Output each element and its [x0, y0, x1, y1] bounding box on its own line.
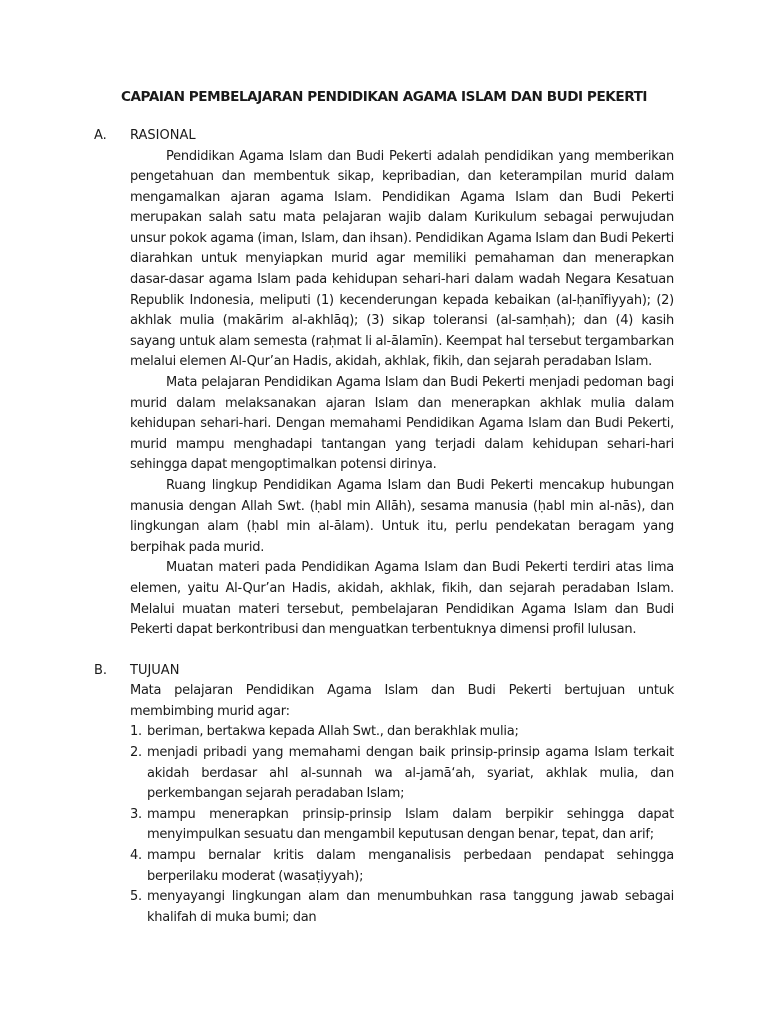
- document-title: CAPAIAN PEMBELAJARAN PENDIDIKAN AGAMA ISLAM DAN BUDI PEKERTI: [120, 89, 648, 105]
- list-item: [130, 887, 674, 928]
- list-number: 5.: [130, 889, 142, 905]
- list-number: 3.: [130, 806, 142, 822]
- list-item-text: menjadi pribadi yang memahami dengan baik prinsip-prinsip agama Islam terkait akidah berdasar ahl al-sunnah wa al-jamā‘ah, syariat, akhlak mulia, dan perkembangan sejarah peradaban Islam;: [147, 745, 674, 802]
- section-letter: B.: [94, 662, 108, 678]
- list-item-text: menyayangi lingkungan alam dan menumbuhkan rasa tanggung jawab sebagai khalifah di muka bumi; dan: [147, 889, 674, 925]
- paragraph: Ruang lingkup Pendidikan Agama Islam dan Budi Pekerti mencakup hubungan manusia dengan Allah Swt. (ḥabl min Allāh), sesama manusia (ḥabl min al-nās), dan lingkungan alam (ḥabl min al-ālam). Untuk itu, perlu pendekatan beragam yang berpihak pada murid.: [130, 478, 674, 555]
- section-body: [130, 681, 674, 928]
- paragraph: Pendidikan Agama Islam dan Budi Pekerti adalah pendidikan yang memberikan pengetahuan dan membentuk sikap, kepribadian, dan keterampilan murid dalam mengamalkan ajaran agama Islam. Pendidikan Agama Islam dan Budi Pekerti merupakan salah satu mata pelajaran wajib dalam Kurikulum sebagai perwujudan unsur pokok agama (iman, Islam, dan ihsan). Pendidikan Agama Islam dan Budi Pekerti diarahkan untuk menyiapkan murid agar memiliki pemahaman dan menerapkan dasar-dasar agama Islam pada kehidupan sehari-hari dalam wadah Negara Kesatuan Republik Indonesia, meliputi (1) kecenderungan kepada kebaikan (al-ḥanīfiyyah); (2) akhlak mulia (makārim al-akhlāq); (3) sikap toleransi (al-samḥah); dan (4) kasih sayang untuk alam semesta (raḥmat li al-ālamīn). Keempat hal tersebut tergambarkan melalui elemen Al-Qur’an Hadis, akidah, akhlak, fikih, dan sejarah peradaban Islam.: [130, 148, 674, 370]
- section-letter: A.: [94, 128, 107, 143]
- section-title: RASIONAL: [130, 128, 196, 143]
- list-item-text: mampu bernalar kritis dalam menganalisis perbedaan pendapat sehingga berperilaku moderat (wasaṭiyyah);: [147, 848, 674, 884]
- list-item-text: mampu menerapkan prinsip-prinsip Islam dalam berpikir sehingga dapat menyimpulkan sesuatu dan mengambil keputusan dengan benar, tepat, dan arif;: [147, 806, 674, 843]
- section-body: [130, 147, 674, 641]
- list-item-text: beriman, bertakwa kepada Allah Swt., dan berakhlak mulia;: [147, 724, 519, 740]
- list-item: [130, 846, 674, 887]
- list-item: [130, 743, 674, 805]
- section-heading: [94, 126, 674, 147]
- goal-list: [130, 722, 674, 928]
- list-number: 2.: [130, 745, 142, 761]
- paragraph: Mata pelajaran Pendidikan Agama Islam dan Budi Pekerti bertujuan untuk membimbing murid agar:: [130, 683, 674, 719]
- section-rasional: [94, 126, 674, 641]
- list-item: [130, 722, 674, 743]
- section-title: TUJUAN: [130, 662, 180, 678]
- paragraph: Mata pelajaran Pendidikan Agama Islam dan Budi Pekerti menjadi pedoman bagi murid dalam melaksanakan ajaran Islam dan menerapkan akhlak mulia dalam kehidupan sehari-hari. Dengan memahami Pendidikan Agama Islam dan Budi Pekerti, murid mampu menghadapi tantangan yang terjadi dalam kehidupan sehari-hari sehingga dapat mengoptimalkan potensi dirinya.: [130, 375, 674, 473]
- section-heading: [94, 661, 674, 682]
- section-tujuan: [94, 661, 674, 929]
- list-number: 1.: [130, 724, 142, 740]
- paragraph: Muatan materi pada Pendidikan Agama Islam dan Budi Pekerti terdiri atas lima elemen, yaitu Al-Qur’an Hadis, akidah, akhlak, fikih, dan sejarah peradaban Islam. Melalui muatan materi tersebut, pembelajaran Pendidikan Agama Islam dan Budi Pekerti dapat berkontribusi dan menguatkan terbentuknya dimensi profil lulusan.: [130, 560, 674, 638]
- list-number: 4.: [130, 848, 142, 863]
- list-item: [130, 805, 674, 846]
